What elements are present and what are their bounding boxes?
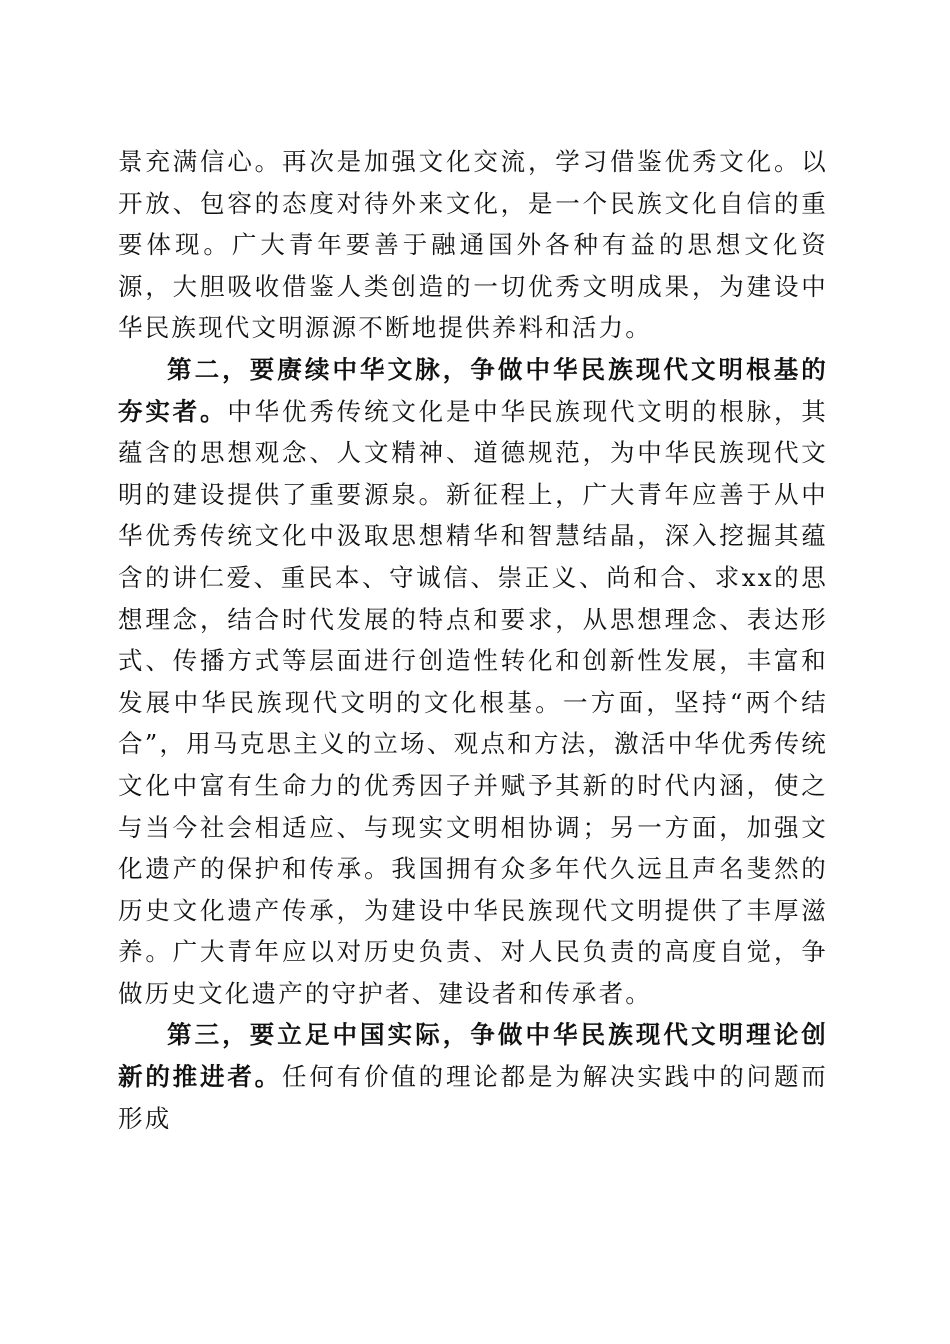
paragraph-continuation (118, 141, 828, 349)
paragraph-third-point (118, 1014, 828, 1139)
paragraph-second-point (118, 349, 828, 1015)
paragraph-text: 景充满信心。再次是加强文化交流，学习借鉴优秀文化。以开放、包容的态度对待外来文化，是一个民族文化自信的重要体现。广大青年要善于融通国外各种有益的思想文化资源，大胆吸收借鉴人类创造的一切优秀文明成果，为建设中华民族现代文明源源不断地提供养料和活力。 (118, 147, 828, 343)
paragraph-text: 中华优秀传统文化是中华民族现代文明的根脉，其蕴含的思想观念、人文精神、道德规范，为中华民族现代文明的建设提供了重要源泉。新征程上，广大青年应善于从中华优秀传统文化中汲取思想精华和智慧结晶，深入挖掘其蕴含的讲仁爱、重民本、守诚信、崇正义、尚和合、求xx的思想理念，结合时代发展的特点和要求，从思想理念、表达形式、传播方式等层面进行创造性转化和创新性发展，丰富和发展中华民族现代文明的文化根基。一方面，坚持“两个结合”，用马克思主义的立场、观点和方法，激活中华优秀传统文化中富有生命力的优秀因子并赋予其新的时代内涵，使之与当今社会相适应、与现实文明相协调；另一方面，加强文化遗产的保护和传承。我国拥有众多年代久远且声名斐然的历史文化遗产传承，为建设中华民族现代文明提供了丰厚滋养。广大青年应以对历史负责、对人民负责的高度自觉，争做历史文化遗产的守护者、建设者和传承者。 (118, 396, 828, 1008)
document-body (118, 141, 828, 1139)
paragraph-heading: 第二，要赓续中华文脉，争做中华民族现代文明根基的夯实者。 (118, 354, 828, 426)
paragraph-text: 任何有价值的理论都是为解决实践中的问题而形成 (118, 1062, 829, 1133)
paragraph-heading: 第三，要立足中国实际，争做中华民族现代文明理论创新的推进者。 (118, 1020, 828, 1092)
